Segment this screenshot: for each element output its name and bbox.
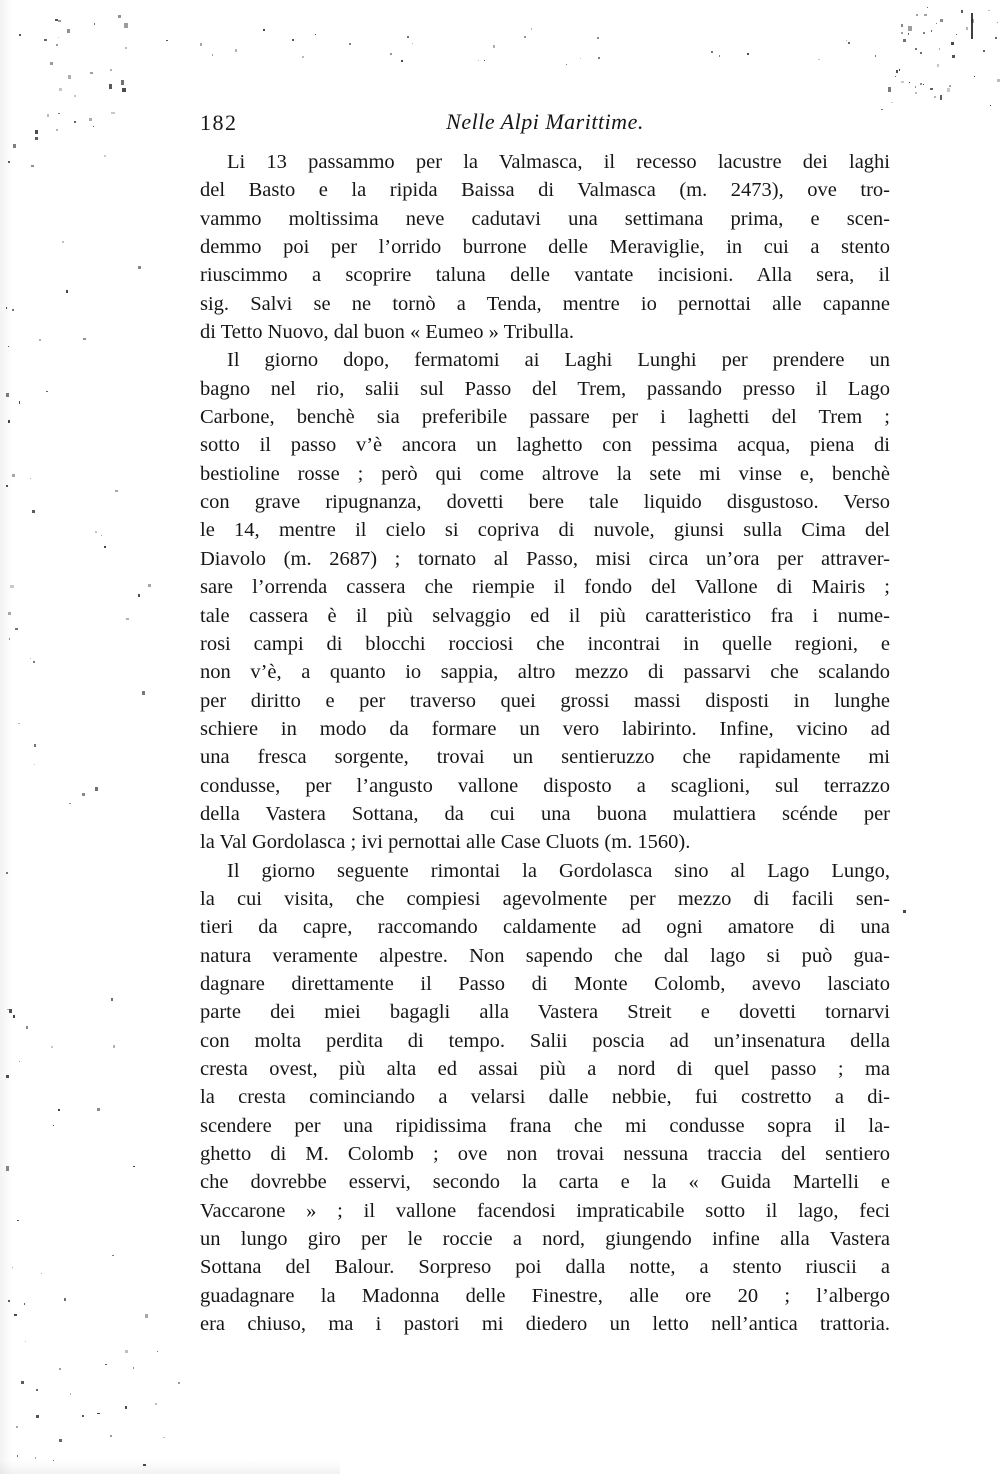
text-line: sare l’orrenda cassera che riempie il fondo del Vallone di Mairis ; <box>200 576 890 599</box>
noise-speck <box>407 36 409 38</box>
text-line: del Basto e la ripida Baissa di Valmasca (m. 2473), ove tro- <box>200 179 890 202</box>
noise-speck <box>901 32 903 34</box>
noise-speck <box>349 43 351 45</box>
noise-speck <box>17 1220 19 1221</box>
page-header <box>200 109 890 141</box>
paragraph <box>200 857 890 1339</box>
noise-speck <box>94 23 96 24</box>
noise-speck <box>35 137 39 140</box>
noise-speck <box>36 1389 38 1392</box>
noise-speck <box>133 1166 135 1167</box>
text-line: per diritto e per traverso quei grossi massi disposti in lunghe <box>200 689 890 712</box>
text-line: Il giorno seguente rimontai la Gordolasca sino al Lago Lungo, <box>227 859 890 882</box>
noise-speck <box>35 1457 36 1459</box>
noise-speck <box>292 39 294 41</box>
noise-speck <box>200 43 202 46</box>
noise-speck <box>14 1314 16 1317</box>
noise-speck <box>30 478 31 480</box>
noise-speck <box>112 1255 113 1256</box>
noise-speck <box>940 19 943 22</box>
noise-speck <box>125 1406 127 1408</box>
text-line: vammo moltissima neve cadutavi una settimana prima, e scen- <box>200 207 890 230</box>
noise-speck <box>12 1267 13 1268</box>
text-line: la cresta cominciando a velarsi dalle nebbie, fui costretto a di- <box>200 1086 890 1109</box>
noise-speck <box>493 45 495 47</box>
noise-speck <box>56 44 58 46</box>
noise-speck <box>35 130 38 134</box>
noise-speck <box>126 618 129 620</box>
noise-speck <box>891 102 893 103</box>
noise-speck <box>33 661 35 663</box>
text-line: schiere in modo da formare un vero labirinto. Infine, vicino ad <box>200 717 890 740</box>
noise-speck <box>46 391 47 392</box>
noise-speck <box>69 803 71 804</box>
noise-speck <box>105 1364 106 1365</box>
paragraph <box>200 148 890 346</box>
paragraph <box>200 346 890 856</box>
noise-speck <box>961 10 963 13</box>
noise-speck <box>997 22 998 23</box>
noise-speck <box>901 81 904 83</box>
noise-speck <box>988 10 989 11</box>
noise-speck <box>924 14 927 16</box>
noise-speck <box>952 55 955 59</box>
noise-speck <box>163 1437 165 1438</box>
noise-speck <box>138 266 141 269</box>
noise-speck <box>148 584 151 587</box>
text-line: con grave ripugnanza, dovetti bere tale liquido disgustoso. Verso <box>200 491 890 514</box>
noise-speck <box>949 85 951 88</box>
text-line: Vaccarone » ; il vallone facendosi impraticabile sotto il lago, feci <box>200 1199 890 1222</box>
noise-speck <box>974 76 975 77</box>
noise-speck <box>875 55 876 57</box>
noise-speck <box>64 1298 66 1301</box>
noise-speck <box>155 1403 157 1405</box>
text-line: tieri da capre, raccomando caldamente ad ogni amatore di una <box>200 916 890 939</box>
noise-speck <box>110 1435 112 1437</box>
noise-speck <box>115 490 118 492</box>
noise-speck <box>846 40 847 41</box>
text-line: ghetto di M. Colomb ; ove non trovai nessuna traccia del sentiero <box>200 1143 890 1166</box>
text-line: condusse, per l’angusto vallone disposto a scaglioni, sul terrazzo <box>200 774 890 797</box>
text-line: Diavolo (m. 2687) ; tornato al Passo, misi circa un’ora per attraver- <box>200 547 890 570</box>
noise-speck <box>995 37 997 39</box>
noise-speck <box>111 112 115 114</box>
noise-speck <box>24 1303 25 1305</box>
noise-speck <box>719 55 720 56</box>
text-line: della Vastera Sottana, da cui una buona mulattiera scénde per <box>200 802 890 825</box>
noise-speck <box>848 42 850 44</box>
text-block <box>200 148 890 1338</box>
noise-speck <box>915 48 917 50</box>
noise-speck <box>142 691 145 695</box>
noise-speck <box>31 165 34 167</box>
text-line: riuscimmo a scoprire taluna delle vantate incisioni. Alla sera, il <box>200 264 890 287</box>
text-line: natura veramente alpestre. Non sapendo che dal lago si può gua- <box>200 944 890 967</box>
text-line: sotto il passo v’è ancora un laghetto con pessima acqua, piena di <box>200 434 890 457</box>
noise-speck <box>25 1341 26 1342</box>
noise-speck <box>923 32 925 34</box>
noise-speck <box>983 50 985 52</box>
text-line: Il giorno dopo, fermatomi ai Laghi Lunghi per prendere un <box>227 349 890 372</box>
noise-speck <box>113 1045 116 1048</box>
noise-speck <box>478 60 479 61</box>
noise-speck <box>908 26 911 30</box>
noise-speck <box>971 13 973 39</box>
noise-speck <box>58 37 60 38</box>
scan-edge-shadow-bottom <box>0 1460 340 1474</box>
noise-speck <box>82 1415 84 1416</box>
noise-speck <box>56 129 59 131</box>
noise-speck <box>39 339 41 341</box>
text-line: Carbone, benchè sia preferibile passare per i laghetti del Trem ; <box>200 406 890 429</box>
noise-speck <box>70 1393 71 1395</box>
noise-speck <box>138 594 141 597</box>
noise-speck <box>59 1439 62 1442</box>
noise-speck <box>124 23 128 28</box>
noise-speck <box>122 88 126 92</box>
noise-speck <box>16 1426 18 1428</box>
noise-speck <box>566 64 567 65</box>
noise-speck <box>66 290 68 292</box>
noise-speck <box>133 1367 134 1369</box>
noise-speck <box>390 53 392 56</box>
scan-edge-shadow-left <box>0 0 12 1474</box>
noise-speck <box>909 82 911 83</box>
noise-speck <box>916 14 918 16</box>
noise-speck <box>936 23 937 24</box>
noise-speck <box>15 628 18 631</box>
noise-speck <box>36 1415 38 1417</box>
noise-speck <box>931 30 932 32</box>
noise-speck <box>901 24 903 27</box>
noise-speck <box>110 69 112 70</box>
noise-speck <box>97 1108 99 1111</box>
noise-speck <box>915 92 917 94</box>
noise-speck <box>903 39 906 42</box>
noise-speck <box>47 114 49 116</box>
noise-speck <box>818 59 820 61</box>
noise-speck <box>166 40 168 41</box>
noise-speck <box>990 105 991 106</box>
noise-speck <box>125 1350 127 1353</box>
noise-speck <box>711 51 713 53</box>
noise-speck <box>956 34 958 36</box>
noise-speck <box>896 70 898 73</box>
noise-speck <box>966 27 967 29</box>
text-line: di Tetto Nuovo, dal buon « Eumeo » Tribulla. <box>200 321 575 344</box>
noise-speck <box>920 83 922 84</box>
noise-speck <box>920 52 922 54</box>
noise-speck <box>50 62 53 65</box>
noise-speck <box>13 144 16 148</box>
noise-speck <box>67 29 70 33</box>
noise-speck <box>93 126 94 127</box>
text-line: un lungo giro per le roccie a nord, giungendo infine alla Vastera <box>200 1228 890 1251</box>
noise-speck <box>51 1046 53 1048</box>
noise-speck <box>915 86 916 87</box>
noise-speck <box>68 75 71 79</box>
running-title: Nelle Alpi Marittime. <box>446 109 644 134</box>
noise-speck <box>263 29 264 31</box>
noise-speck <box>18 723 20 724</box>
noise-speck <box>401 60 403 62</box>
noise-speck <box>899 69 901 71</box>
noise-speck <box>26 1026 28 1029</box>
noise-speck <box>104 155 107 157</box>
noise-speck <box>971 19 974 23</box>
text-line: la cui visita, che compiesi agevolmente per mezzo di facili sen- <box>200 887 890 910</box>
noise-speck <box>83 338 85 340</box>
noise-speck <box>97 1413 99 1415</box>
noise-speck <box>531 28 532 29</box>
noise-speck <box>212 54 213 55</box>
noise-speck <box>58 20 61 22</box>
text-line: sig. Salvi se ne tornò a Tenda, mentre io pernottai alle capanne <box>200 292 890 315</box>
noise-speck <box>62 241 64 244</box>
noise-speck <box>939 48 940 50</box>
noise-speck <box>59 88 62 90</box>
noise-speck <box>109 84 112 89</box>
noise-speck <box>44 39 46 42</box>
noise-speck <box>19 34 20 35</box>
page-number: 182 <box>200 110 238 135</box>
noise-speck <box>927 7 928 8</box>
noise-speck <box>95 787 98 791</box>
noise-speck <box>747 53 749 55</box>
noise-speck <box>598 57 600 59</box>
noise-speck <box>12 309 14 312</box>
noise-speck <box>121 80 124 84</box>
noise-speck <box>58 1109 60 1110</box>
noise-speck <box>951 42 954 45</box>
noise-speck <box>580 58 581 60</box>
noise-speck <box>111 998 113 1001</box>
text-line: non v’è, a quanto io sappia, altro mezzo di passarvi che scalando <box>200 661 890 684</box>
noise-speck <box>30 658 31 659</box>
noise-speck <box>484 60 485 61</box>
text-line: tale cassera è il più selvaggio ed il più caratteristico fra i nume- <box>200 604 890 627</box>
noise-speck <box>145 1314 148 1318</box>
noise-speck <box>947 88 950 93</box>
text-line: dagnare direttamente il Passo di Monte Colomb, avevo lasciato <box>200 972 890 995</box>
text-line: era chiuso, ma i pastori mi diedero un letto nell’antica trattoria. <box>200 1313 890 1336</box>
noise-speck <box>178 1382 180 1384</box>
text-line: cresta ovest, più alta ed assai più a nord di quel passo ; ma <box>200 1058 890 1080</box>
text-line: le 14, mentre il cielo si copriva di nuvole, giunsi sulla Cima del <box>200 519 890 542</box>
noise-speck <box>74 95 75 97</box>
noise-speck <box>908 33 909 34</box>
noise-speck <box>34 764 35 765</box>
noise-speck <box>17 1455 18 1457</box>
text-line: demmo poi per l’orrido burrone delle Meraviglie, in cui a stento <box>200 236 890 259</box>
noise-speck <box>315 34 316 35</box>
noise-speck <box>21 1381 24 1384</box>
text-line: con molta perdita di tempo. Salii poscia ad un’insenatura della <box>200 1029 890 1052</box>
text-line: una fresca sorgente, trovai un sentieruzzo che rapidamente mi <box>200 746 890 769</box>
noise-speck <box>895 76 896 77</box>
noise-speck <box>157 1351 158 1352</box>
noise-speck <box>59 1368 61 1370</box>
noise-speck <box>89 118 92 121</box>
text-line: scendere per una ripidissima frana che mi condusse sopra il la- <box>200 1114 890 1137</box>
noise-speck <box>118 15 120 17</box>
noise-speck <box>13 1015 15 1018</box>
noise-speck <box>41 1273 42 1274</box>
noise-speck <box>940 95 942 100</box>
text-line: bagno nel rio, salii sul Passo del Trem, passando presso il Lago <box>200 377 890 400</box>
noise-speck <box>58 113 59 114</box>
noise-speck <box>125 47 127 49</box>
noise-speck <box>903 910 906 913</box>
text-line: che dovrebbe esservi, secondo la carta e la « Guida Martelli e <box>200 1171 890 1194</box>
noise-speck <box>19 401 21 403</box>
noise-speck <box>934 96 937 98</box>
noise-speck <box>90 72 92 74</box>
text-line: Li 13 passammo per la Valmasca, il recesso lacustre dei laghi <box>227 151 890 173</box>
noise-speck <box>930 88 932 90</box>
noise-speck <box>302 56 304 58</box>
noise-speck <box>104 546 106 547</box>
text-line: parte dei miei bagagli alla Vastera Streit e dovetti tornarvi <box>200 1001 890 1024</box>
text-line: bestioline rosse ; però qui come altrove la sete mi vinse e, benchè <box>200 462 890 485</box>
noise-speck <box>412 43 413 44</box>
noise-speck <box>19 1061 20 1063</box>
text-line: rosi campi di blocchi rocciosi che incontrai in quelle regioni, e <box>200 632 890 655</box>
noise-speck <box>34 744 36 747</box>
noise-speck <box>53 1125 54 1126</box>
noise-speck <box>235 49 237 52</box>
noise-speck <box>923 84 924 86</box>
noise-speck <box>95 531 97 533</box>
noise-speck <box>597 37 599 39</box>
text-line: Sottana del Balour. Sorpreso poi dalla notte, a stento riuscii a <box>200 1256 890 1279</box>
noise-speck <box>888 87 891 92</box>
noise-speck <box>82 793 85 796</box>
text-line: guadagnare la Madonna delle Finestre, alle ore 20 ; l’albergo <box>200 1284 890 1307</box>
noise-speck <box>101 535 102 536</box>
noise-speck <box>55 19 58 21</box>
noise-speck <box>74 121 76 123</box>
noise-speck <box>12 474 14 478</box>
noise-speck <box>937 64 939 66</box>
text-line: la Val Gordolasca ; ivi pernottai alle Case Cluots (m. 1560). <box>200 831 691 854</box>
noise-speck <box>524 36 526 38</box>
noise-speck <box>32 510 35 513</box>
